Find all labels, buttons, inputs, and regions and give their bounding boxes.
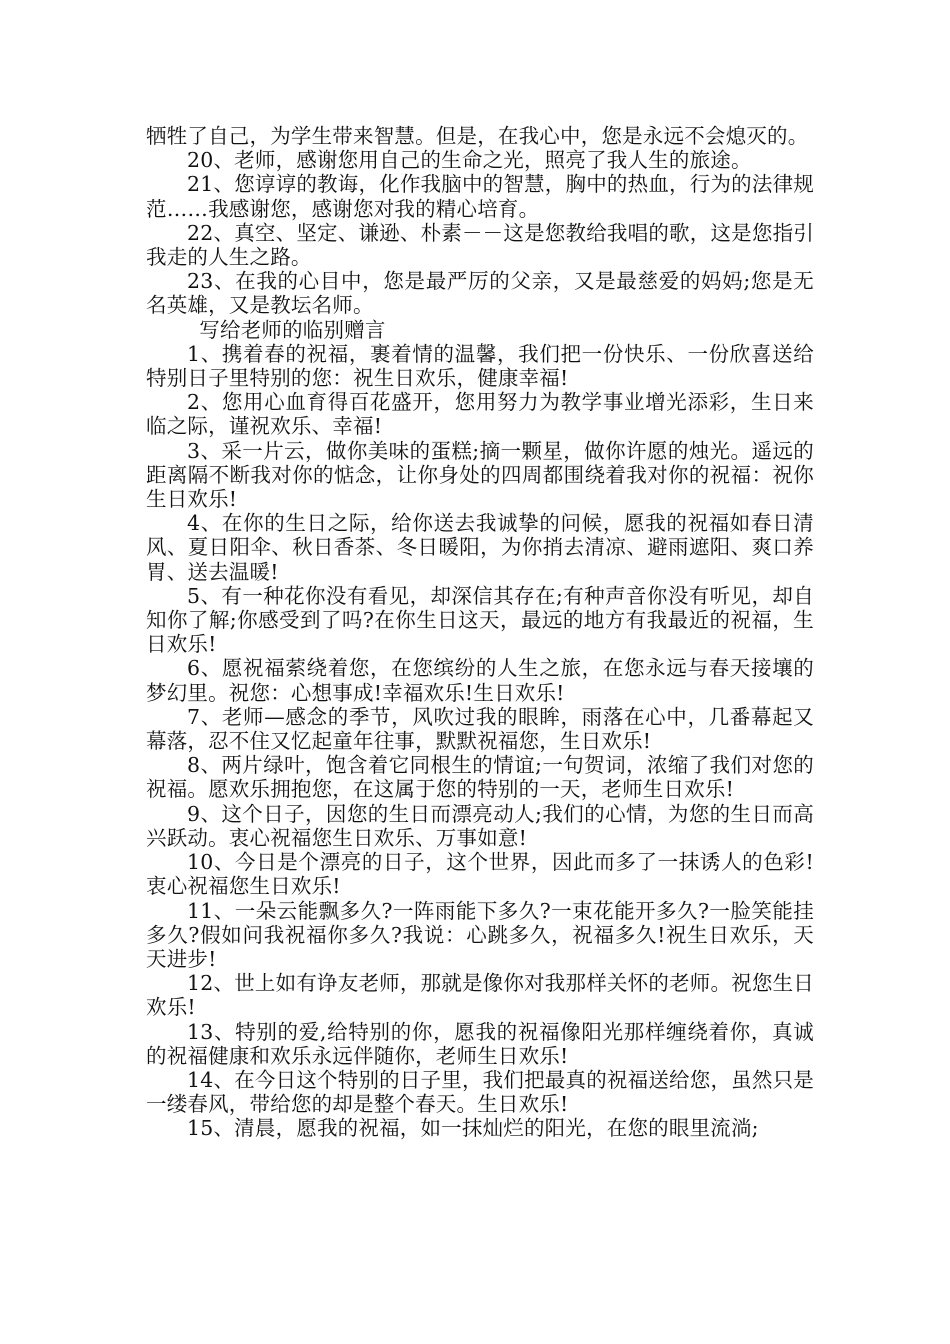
- wish-paragraph-6: 6、愿祝福萦绕着您，在您缤纷的人生之旅，在您永远与春天接壤的梦幻里。祝您：心想事成!幸福欢乐!生日欢乐!: [146, 656, 814, 705]
- paragraph-20: 20、老师，感谢您用自己的生命之光，照亮了我人生的旅途。: [187, 148, 752, 173]
- wish-paragraph-5: 5、有一种花你没有看见，却深信其存在;有种声音你没有听见，却自知你了解;你感受到了吗?在你生日这天，最远的地方有我最近的祝福，生日欢乐!: [146, 583, 814, 657]
- wish-paragraph-9: 9、这个日子，因您的生日而漂亮动人;我们的心情，为您的生日而高兴跃动。衷心祝福您生日欢乐、万事如意!: [146, 801, 814, 850]
- wish-paragraph-3: 3、采一片云，做你美味的蛋糕;摘一颗星，做你许愿的烛光。遥远的距离隔不断我对你的惦念，让你身处的四周都围绕着我对你的祝福：祝你生日欢乐!: [146, 438, 814, 512]
- wish-paragraph-1: 1、携着春的祝福，裹着情的温馨，我们把一份快乐、一份欣喜送给特别日子里特别的您：祝生日欢乐，健康幸福!: [146, 341, 814, 391]
- wish-paragraph-4: 4、在你的生日之际，给你送去我诚挚的问候，愿我的祝福如春日清风、夏日阳伞、秋日香茶、冬日暖阳，为你捎去清凉、避雨遮阳、爽口养胃、送去温暖!: [146, 511, 814, 584]
- paragraph-22: 22、真空、坚定、谦逊、朴素－－这是您教给我唱的歌，这是您指引我走的人生之路。: [146, 220, 814, 270]
- section-heading: 写给老师的临别赠言: [199, 317, 386, 342]
- document-page: [146, 124, 814, 1141]
- wish-paragraph-7: 7、老师—感念的季节，风吹过我的眼眸，雨落在心中，几番幕起又幕落，忍不住又忆起童年往事，默默祝福您，生日欢乐!: [146, 704, 814, 754]
- paragraph-21: 21、您谆谆的教诲，化作我脑中的智慧，胸中的热血，行为的法律规范……我感谢您，感谢您对我的精心培育。: [146, 172, 814, 221]
- wish-paragraph-14: 14、在今日这个特别的日子里，我们把最真的祝福送给您，虽然只是一缕春风，带给您的却是整个春天。生日欢乐!: [146, 1067, 814, 1117]
- wish-paragraph-8: 8、两片绿叶，饱含着它同根生的情谊;一句贺词，浓缩了我们对您的祝福。愿欢乐拥抱您，在这属于您的特别的一天，老师生日欢乐!: [146, 753, 814, 802]
- wish-paragraph-13: 13、特别的爱,给特别的你，愿我的祝福像阳光那样缠绕着你，真诚的祝福健康和欢乐永远伴随你，老师生日欢乐!: [146, 1019, 814, 1068]
- wish-paragraph-11: 11、一朵云能飘多久?一阵雨能下多久?一束花能开多久?一脸笑能挂多久?假如问我祝福你多久?我说：心跳多久，祝福多久!祝生日欢乐，天天进步!: [146, 898, 814, 971]
- wish-paragraph-15: 15、清晨，愿我的祝福，如一抹灿烂的阳光，在您的眼里流淌;: [187, 1116, 759, 1141]
- wish-paragraph-12: 12、世上如有诤友老师，那就是像你对我那样关怀的老师。祝您生日欢乐!: [146, 971, 814, 1020]
- continued-paragraph: 牺牲了自己，为学生带来智慧。但是，在我心中，您是永远不会熄灭的。: [146, 124, 809, 148]
- wish-paragraph-2: 2、您用心血育得百花盛开，您用努力为教学事业增光添彩，生日来临之际，谨祝欢乐、幸福!: [146, 390, 814, 439]
- wish-paragraph-10: 10、今日是个漂亮的日子，这个世界，因此而多了一抹诱人的色彩!衷心祝福您生日欢乐!: [146, 850, 814, 899]
- paragraph-23: 23、在我的心目中，您是最严厉的父亲，又是最慈爱的妈妈;您是无名英雄，又是教坛名师。: [146, 269, 814, 318]
